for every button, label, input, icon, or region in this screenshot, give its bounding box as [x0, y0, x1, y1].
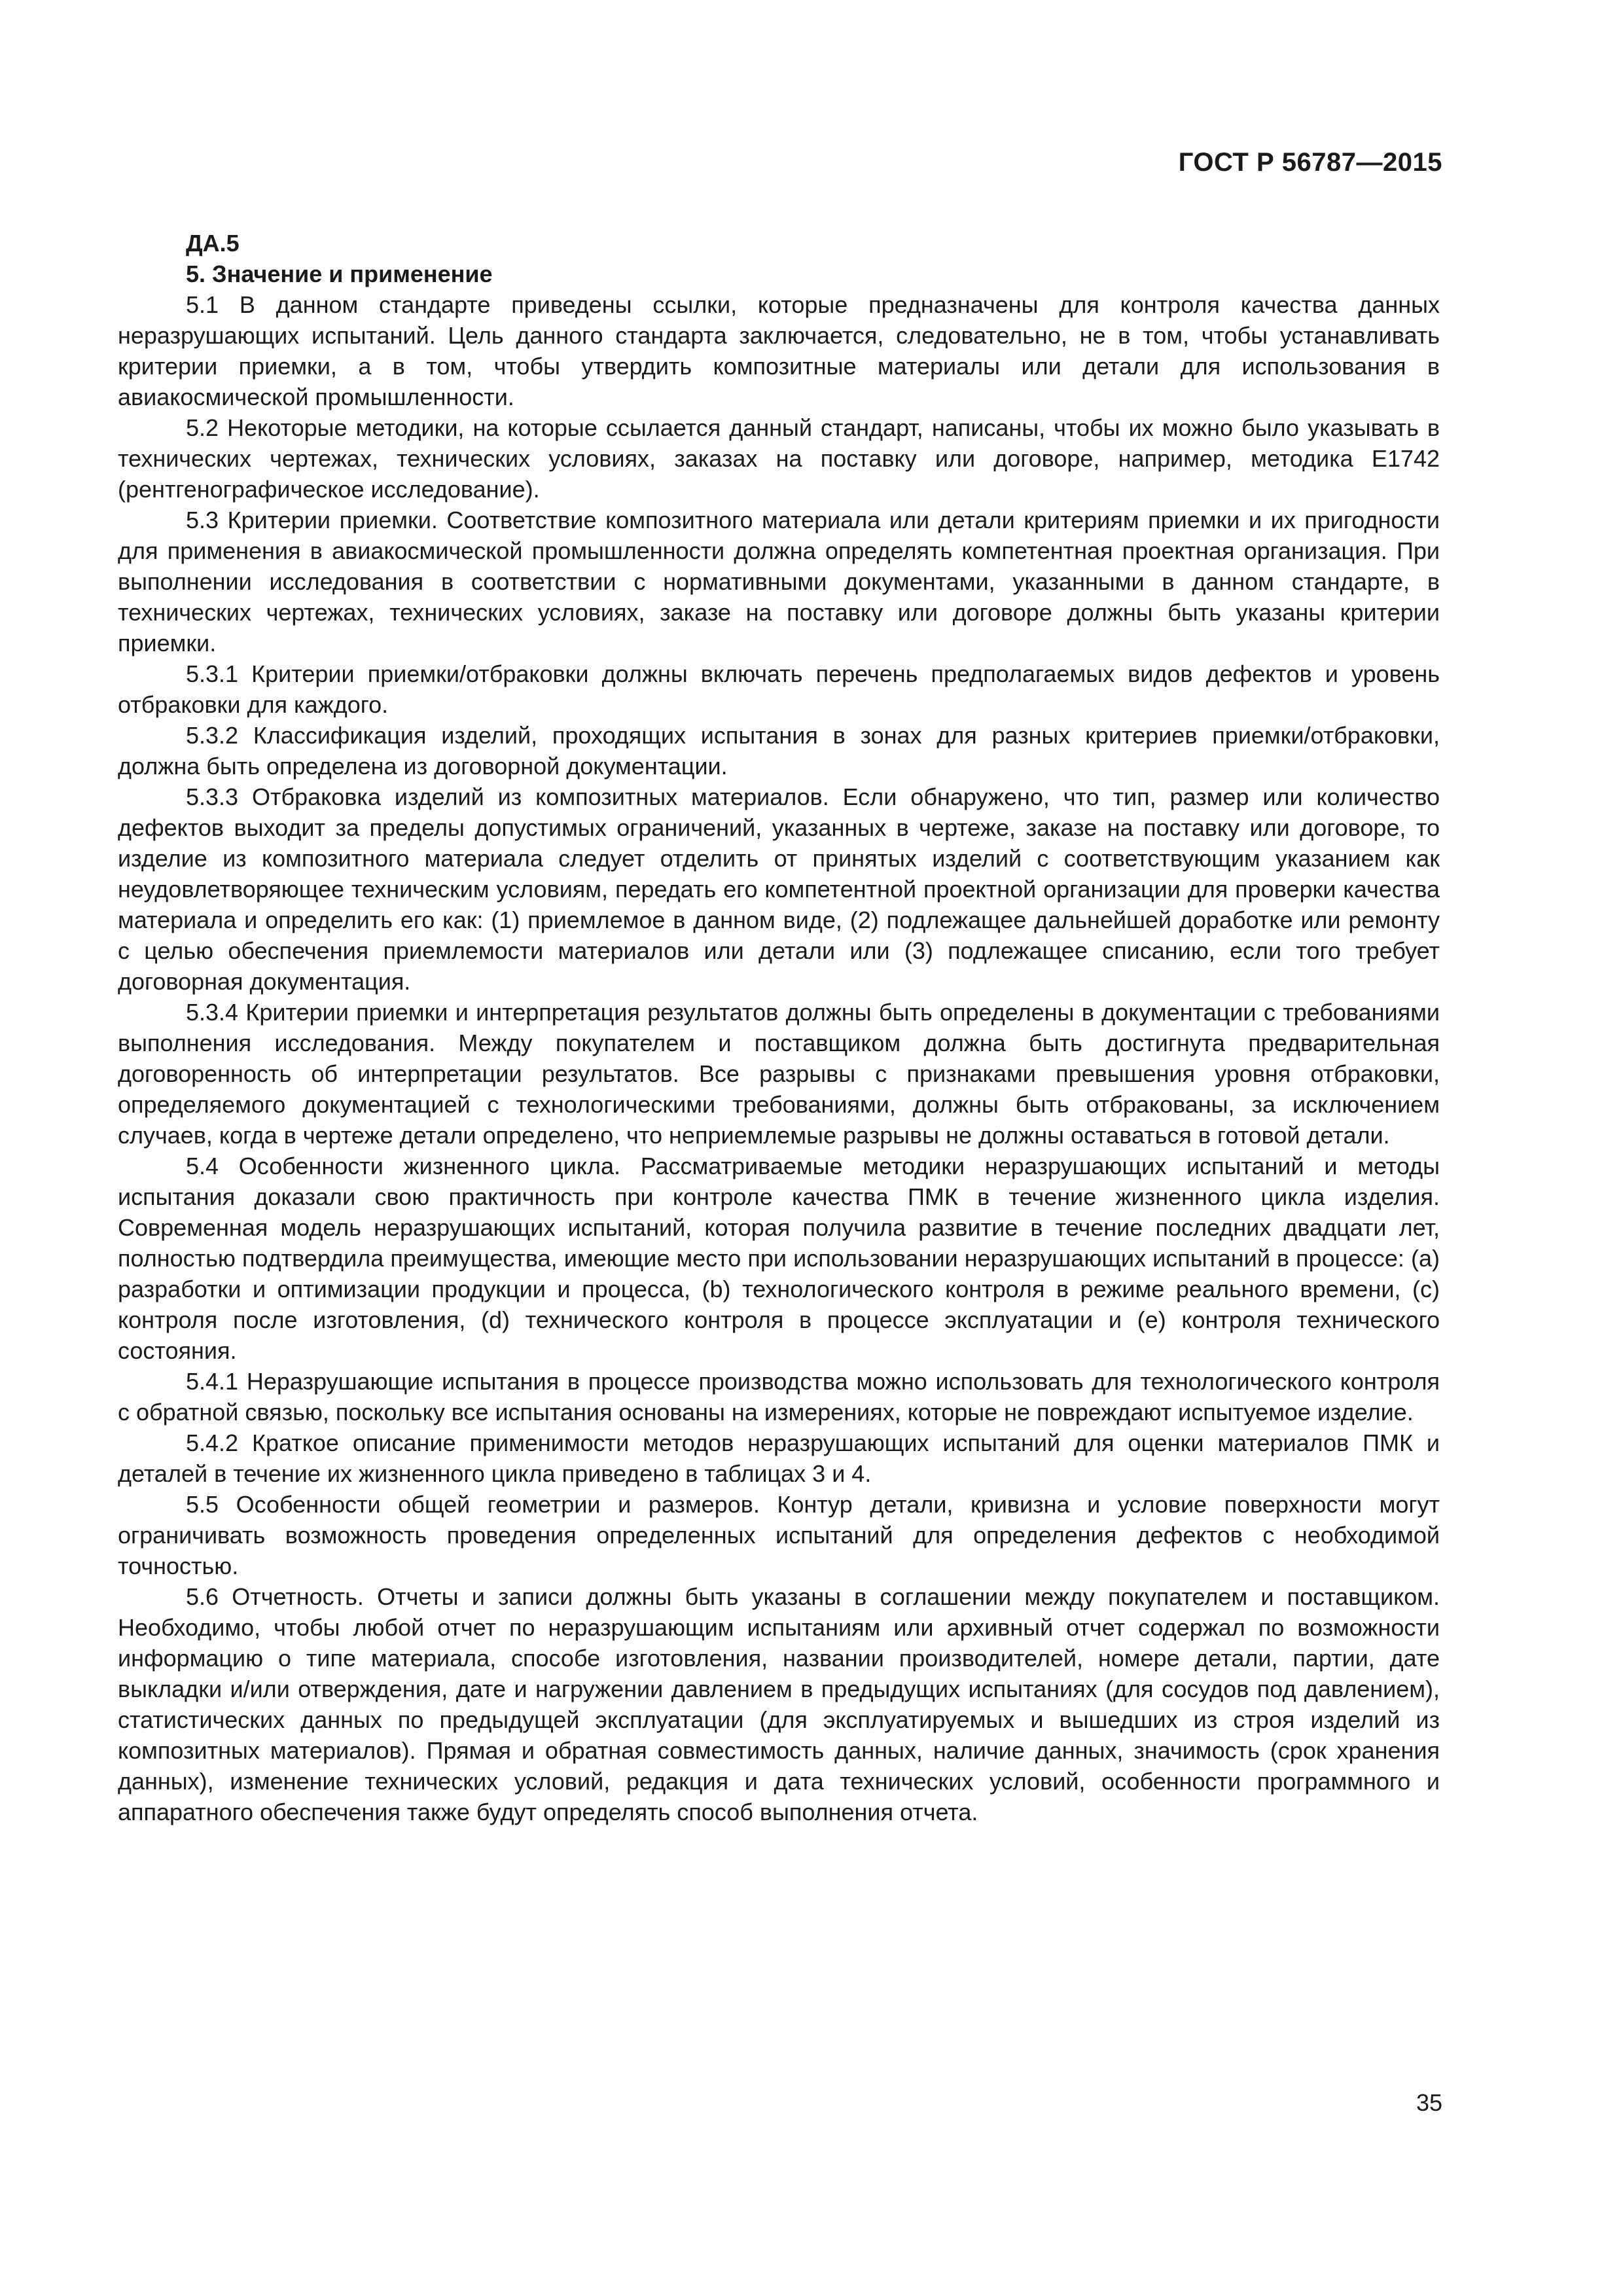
paragraph-5-5: 5.5 Особенности общей геометрии и размеров. Контур детали, кривизна и условие поверхности могут ограничивать возможность проведения определенных испытаний для определения дефектов с необходимой точностью. — [118, 1491, 1440, 1579]
paragraph-5-2: 5.2 Некоторые методики, на которые ссылается данный стандарт, написаны, чтобы их можно было указывать в технических чертежах, технических условиях, заказах на поставку или договоре, например, методика E1742 (рентгенографическое исследование). — [118, 414, 1440, 503]
paragraph-5-3: 5.3 Критерии приемки. Соответствие композитного материала или детали критериям приемки и их пригодности для применения в авиакосмической промышленности должна определять компетентная проектная организация. При выполнении исследования в соответствии с нормативными документами, указанными в данном стандарте, в технических чертежах, технических условиях, заказе на поставку или договоре должны быть указаны критерии приемки. — [118, 507, 1440, 656]
paragraph-5-4-2: 5.4.2 Краткое описание применимости методов неразрушающих испытаний для оценки материалов ПМК и деталей в течение их жизненного цикла приведено в таблицах 3 и 4. — [118, 1429, 1440, 1487]
appendix-label: ДА.5 — [186, 230, 240, 257]
paragraph-5-3-2: 5.3.2 Классификация изделий, проходящих испытания в зонах для разных критериев приемки/отбраковки, должна быть определена из договорной документации. — [118, 722, 1440, 780]
section-title: 5. Значение и применение — [186, 260, 493, 287]
paragraph-5-3-4: 5.3.4 Критерии приемки и интерпретация результатов должны быть определены в документации с требованиями выполнения исследования. Между покупателем и поставщиком должна быть достигнута предварительная договоренность об интерпретации результатов. Все разрывы с признаками превышения уровня отбраковки, определяемого документацией с технологическими требованиями, должны быть отбракованы, за исключением случаев, когда в чертеже детали определено, что неприемлемые разрывы не должны оставаться в готовой детали. — [118, 999, 1440, 1149]
page-number: 35 — [1416, 2089, 1442, 2116]
standard-header: ГОСТ Р 56787—2015 — [1178, 148, 1442, 177]
paragraph-5-1: 5.1 В данном стандарте приведены ссылки, которые предназначены для контроля качества данных неразрушающих испытаний. Цель данного стандарта заключается, следовательно, не в том, чтобы устанавливать критерии приемки, а в том, чтобы утвердить композитные материалы или детали для использования в авиакосмической промышленности. — [118, 291, 1440, 410]
paragraph-5-4-1: 5.4.1 Неразрушающие испытания в процессе производства можно использовать для технологического контроля с обратной связью, поскольку все испытания основаны на измерениях, которые не повреждают испытуемое изделие. — [118, 1368, 1440, 1426]
paragraph-5-4: 5.4 Особенности жизненного цикла. Рассматриваемые методики неразрушающих испытаний и методы испытания доказали свою практичность при контроле качества ПМК в течение жизненного цикла изделия. Современная модель неразрушающих испытаний, которая получила развитие в течение последних двадцати лет, полностью подтвердила преимущества, имеющие место при использовании неразрушающих испытаний в процессе: (а) разработки и оптимизации продукции и процесса, (b) технологического контроля в режиме реального времени, (с) контроля после изготовления, (d) технического контроля в процессе эксплуатации и (е) контроля технического состояния. — [118, 1153, 1440, 1364]
paragraph-5-6: 5.6 Отчетность. Отчеты и записи должны быть указаны в соглашении между покупателем и поставщиком. Необходимо, чтобы любой отчет по неразрушающим испытаниям или архивный отчет содержал по возможности информацию о типе материала, способе изготовления, названии производителей, номере детали, партии, дате выкладки и/или отверждения, дате и нагружении давлением в предыдущих испытаниях (для сосудов под давлением), статистических данных по предыдущей эксплуатации (для эксплуатируемых и вышедших из строя изделий из композитных материалов). Прямая и обратная совместимость данных, наличие данных, значимость (срок хранения данных), изменение технических условий, редакция и дата технических условий, особенности программного и аппаратного обеспечения также будут определять способ выполнения отчета. — [118, 1583, 1440, 1825]
paragraph-5-3-1: 5.3.1 Критерии приемки/отбраковки должны включать перечень предполагаемых видов дефектов и уровень отбраковки для каждого. — [118, 660, 1440, 718]
paragraph-5-3-3: 5.3.3 Отбраковка изделий из композитных материалов. Если обнаружено, что тип, размер или количество дефектов выходит за пределы допустимых ограничений, указанных в чертеже, заказе на поставку или договоре, то изделие из композитного материала следует отделить от принятых изделий с соответствующим указанием как неудовлетворяющее техническим условиям, передать его компетентной проектной организации для проверки качества материала и определить его как: (1) приемлемое в данном виде, (2) подлежащее дальнейшей доработке или ремонту с целью обеспечения приемлемости материалов или детали или (3) подлежащее списанию, если того требует договорная документация. — [118, 783, 1440, 995]
document-body — [118, 228, 1440, 1827]
